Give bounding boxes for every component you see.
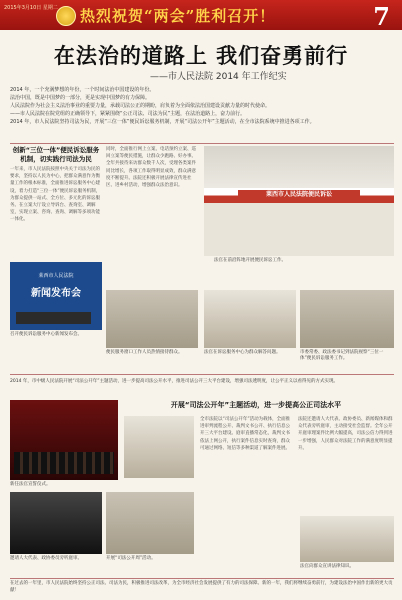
- divider: [10, 374, 394, 375]
- press-conference-photo: [10, 262, 102, 330]
- photo-caption: 市委常委、政法委书记到法院视察“三位一体”便民诉讼服务工作。: [300, 350, 384, 361]
- photo-caption: 邀请人大代表、政协委员旁听庭审。: [10, 556, 82, 561]
- court-sign: 莱西市人民法院便民诉讼: [238, 190, 360, 202]
- header-title: 热烈祝贺“两会”胜利召开！: [80, 7, 276, 25]
- column-text: 一年来，市人民法院按照中央关于司法为民的要求，坚持以人民为中心，把群众满意作为衡量工作的根本标准，全面推进诉讼服务中心建设，着力打造“三位一体”便民诉讼服务机制，为群众提供一站式、全方位、多元化的诉讼服务。在立案大厅设立导诉台、查询室、调解室，实现立案、咨询、查询、调解等多项功能一体化。: [10, 167, 101, 223]
- divider: [10, 143, 394, 144]
- intro: [10, 86, 394, 126]
- closing-paragraph: 在过去的一年里，市人民法院始终坚持公正司法、司法为民，积极推进司法改革，为全市经济社会发展提供了有力的司法保障。新的一年，我们将继续奋勇前行，为建设法治中国作出新的更大贡献！: [10, 578, 394, 594]
- oath-ceremony-photo: [10, 400, 118, 480]
- photo-caption: 法官在诉讼服务中心为群众解答问题。: [204, 350, 281, 355]
- photo-caption: 法官向群众宣讲法律知识。: [300, 564, 354, 569]
- section-title: 创新“三位一体”便民诉讼服务机制，切实践行司法为民: [12, 146, 100, 163]
- judges-row: [14, 452, 114, 474]
- photo-caption: 召开便民诉讼服务中心新闻发布会。: [10, 332, 82, 337]
- photo-caption: 开展“司法公开周”活动。: [106, 556, 156, 561]
- issue-date: 2015年3月10日 星期二: [4, 5, 58, 11]
- emblem-icon: [56, 6, 76, 26]
- service-window-photo: [106, 290, 198, 348]
- legal-education-photo: [300, 516, 394, 562]
- photo-caption: 法官在前沿阵地开展便民诉讼工作。: [214, 258, 286, 263]
- intro-line: 2014 年，市人民法院坚持司法为民，开展“三位一体”便民诉讼服务机制，开展“司法公开年”主题活动，在全市法院系统中推进各项工作。: [10, 119, 315, 125]
- subtitle: ——市人民法院 2014 年工作纪实: [150, 72, 287, 82]
- intro-line: 人民法院作为社会主义法治事业的重要力量，承载司法公正的期盼，肩负着为全面依法治国建设贡献力量的时代使命。: [10, 103, 271, 109]
- press-banner-title: 新闻发布会: [31, 288, 81, 299]
- column-3: 全市法院以“司法公开年”活动为载体，全面推进审判流程公开、裁判文书公开、执行信息公开三大平台建设。庭审直播常态化，裁判文书依法上网公开，执行案件信息实时查询，群众可通过网络、短信等多种渠道了解案件进展。: [200, 417, 291, 451]
- court-building-photo: [204, 146, 394, 256]
- photo-caption: 新任法官宣誓仪式。: [10, 482, 51, 487]
- main-title: 在法治的道路上 我们奋勇前行: [53, 43, 349, 68]
- hearing-photo: [124, 416, 194, 478]
- section2-lede: 2014 年，市中级人民法院开展“司法公开年”主题活动，进一步提高司法公开水平，推进司法公开三大平台建设，增强司法透明度，让公平正义以看得见的方式实现。: [10, 379, 339, 384]
- service-center-photo: [204, 290, 296, 348]
- intro-line: 法治中国，既是中国梦的一部分，更是实现中国梦的有力保障。: [10, 95, 151, 101]
- intro-line: 2014 年，一个充满梦想的年份，一个时间法治中国建设的年份。: [10, 87, 155, 93]
- header-banner: [0, 0, 402, 30]
- column-2: 同时，全面推行网上立案、电话预约立案、巡回立案等便民措施，让群众少跑路、好办事。全年共接待来访群众数千人次，受理各类案件同比增长，各项工作取得明显成效，群众满意度不断提升。法院还积极开展法律宣传进社区、进乡村活动，增强群众法治意识。: [106, 147, 196, 189]
- courtroom-photo: [10, 492, 102, 554]
- open-week-photo: [106, 492, 194, 554]
- press-banner-court: 莱西市人民法院: [38, 273, 74, 279]
- column-1: [10, 146, 102, 224]
- press-table: [16, 312, 91, 324]
- intro-line: ——市人民法院在院党组的正确领导下，紧紧围绕“公正司法、司法为民”主题，在法治道路上，奋力前行。: [10, 111, 246, 117]
- section-title: 开展“司法公开年”主题活动，进一步提高公正司法水平: [170, 401, 342, 409]
- page-number: 7: [373, 2, 390, 31]
- photo-caption: 便民服务窗口工作人员热情接待群众。: [106, 350, 183, 355]
- inspection-photo: [300, 290, 394, 348]
- column-4: 法院还邀请人大代表、政协委员、新闻媒体和群众代表旁听庭审，主动接受社会监督。全年公开开庭审理案件比例大幅提高，司法公信力得到进一步增强，人民群众对法院工作的满意度明显提升。: [298, 417, 393, 451]
